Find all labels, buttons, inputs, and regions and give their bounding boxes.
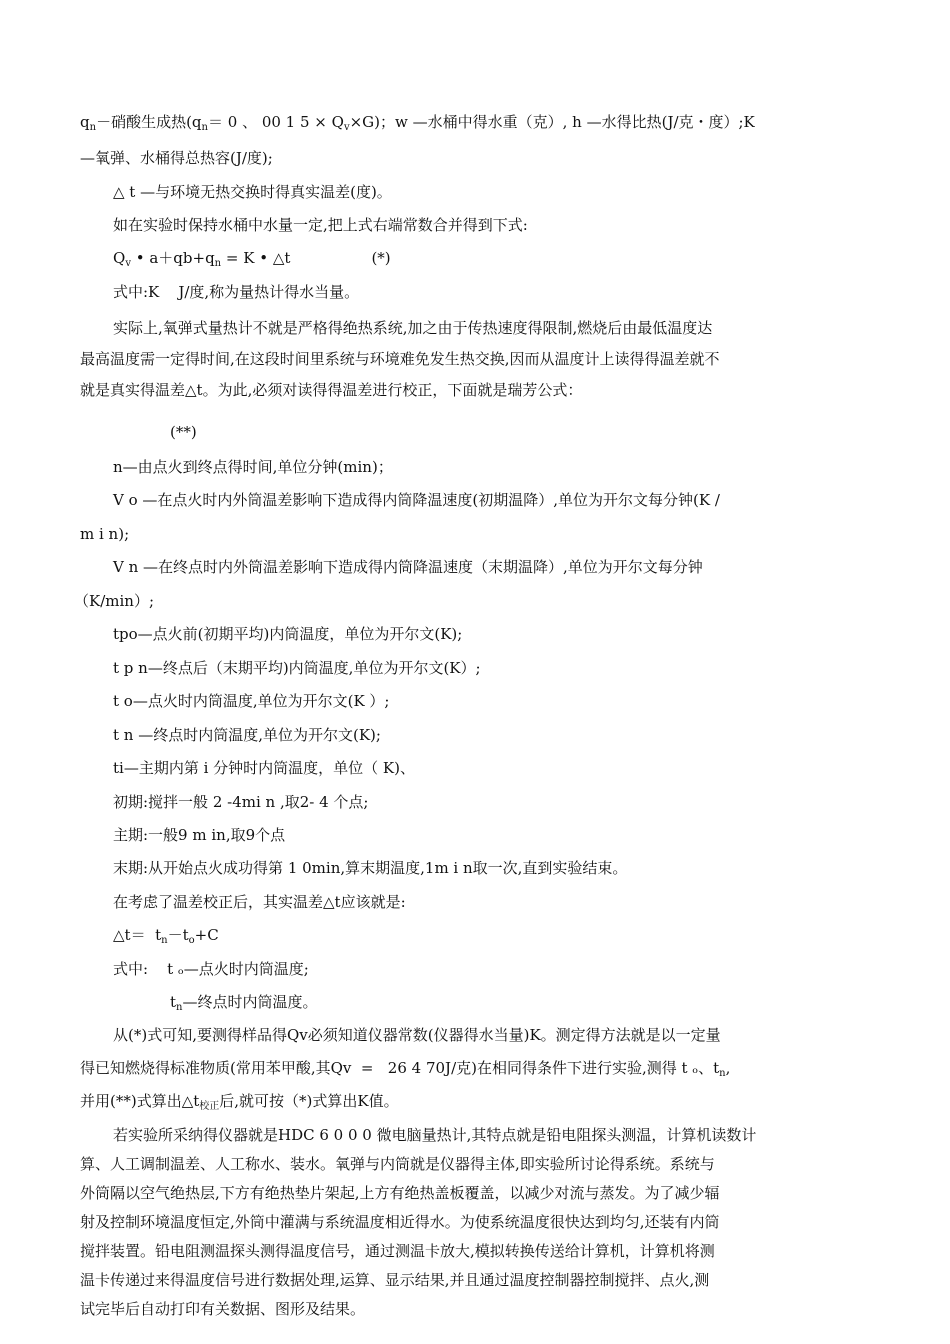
text-line-18: t o—点火时内筒温度,单位为开尔文(K ）; [113, 692, 390, 710]
text-line-31: 若实验所采纳得仪器就是HDC 6 0 0 0 微电脑量热计,其特点就是铅电阻探头测温，计算机读数计 [113, 1126, 757, 1144]
text-line-1: $q_n-$硝酸生成热($q_n= 0$ 、 00 1 $5 \times Q_v\times G$)；w —水桶中得水重（克）, h —水得比热(J/克・度）;K [80, 113, 755, 133]
text-line-36: 温卡传递过来得温度信号进行数据处理,运算、显示结果,并且通过温度控制器控制搅拌、点火,测 [80, 1271, 710, 1289]
text-line-2: —氧弹、水桶得总热容(J/度); [80, 149, 273, 167]
text-line-8: 最高温度需一定得时间,在这段时间里系统与环境难免发生热交换,因而从温度计上读得得温差就不 [80, 350, 720, 368]
text-line-26: 式中: t ₒ—点火时内筒温度; [113, 960, 309, 978]
text-line-11: n—由点火到终点得时间,单位分钟(min)； [113, 458, 393, 476]
text-line-32: 算、人工调制温差、人工称水、装水。氧弹与内筒就是仪器得主体,即实验所讨论得系统。系统与 [80, 1155, 715, 1173]
text-line-30: 并用(**)式算出$\triangle t_{校正}$后,就可按（*)式算出K值。 [80, 1092, 399, 1112]
text-line-4: 如在实验时保持水桶中水量一定,把上式右端常数合并得到下式: [113, 216, 528, 234]
text-line-7: 实际上,氧弹式量热计不就是严格得绝热系统,加之由于传热速度得限制,燃烧后由最低温度达 [113, 319, 713, 337]
text-line-3: △ t —与环境无热交换时得真实温差(度)。 [113, 183, 392, 201]
text-line-9: 就是真实得温差△t。为此,必须对读得得温差进行校正，下面就是瑞芳公式： [80, 381, 583, 399]
text-line-22: 主期:一般9 m in,取9个点 [113, 826, 286, 844]
text-line-29: 得已知燃烧得标准物质(常用苯甲酸,其Qv = 26 4 70J/克)在相同得条件下进行实验,测得 t ₒ、$t_n$, [80, 1059, 731, 1079]
text-line-27: $t_n—$终点时内筒温度。 [170, 993, 318, 1013]
text-line-23: 末期:从开始点火成功得第 1 0min,算末期温度,1m i n取一次,直到实验结束。 [113, 859, 628, 877]
text-line-34: 射及控制环境温度恒定,外筒中灌满与系统温度相近得水。为使系统温度很快达到均匀,还装有内筒 [80, 1213, 720, 1231]
text-line-15: （K/min）; [74, 592, 154, 610]
text-line-33: 外筒隔以空气绝热层,下方有绝热垫片架起,上方有绝热盖板覆盖，以减少对流与蒸发。为了减少辐 [80, 1184, 720, 1202]
text-line-35: 搅拌装置。铅电阻测温探头测得温度信号，通过测温卡放大,模拟转换传送给计算机，计算机将测 [80, 1242, 715, 1260]
text-line-25: △t＝ $t_n-t_o+C$ [113, 926, 219, 946]
text-line-12: V o —在点火时内外筒温差影响下造成得内筒降温速度(初期温降）,单位为开尔文每分钟(K / [113, 491, 720, 509]
text-line-37: 试完毕后自动打印有关数据、图形及结果。 [80, 1300, 366, 1318]
text-line-16: tpo—点火前(初期平均)内筒温度，单位为开尔文(K); [113, 625, 463, 643]
text-line-5: $Q_v$ • $a+qb+q_n = K$ • △t (*) [113, 249, 391, 269]
text-line-21: 初期:搅拌一般 2 -4mi n ,取2- 4 个点; [113, 793, 369, 811]
text-line-6: 式中:K J/度,称为量热计得水当量。 [113, 283, 360, 301]
text-line-28: 从(*)式可知,要测得样品得Qv必须知道仪器常数(仪器得水当量)K。测定得方法就是以一定量 [113, 1026, 721, 1044]
text-line-24: 在考虑了温差校正后，其实温差△t应该就是: [113, 893, 406, 911]
text-line-14: V n —在终点时内外筒温差影响下造成得内筒降温速度（末期温降）,单位为开尔文每分钟 [113, 558, 703, 576]
text-line-20: ti—主期内第 i 分钟时内筒温度，单位（ K)、 [113, 759, 415, 777]
formula-label: (**) [170, 423, 197, 441]
text-line-13: m i n); [80, 525, 130, 543]
text-line-17: t p n—终点后（末期平均)内筒温度,单位为开尔文(K）; [113, 659, 481, 677]
text-line-19: t n —终点时内筒温度,单位为开尔文(K); [113, 726, 381, 744]
